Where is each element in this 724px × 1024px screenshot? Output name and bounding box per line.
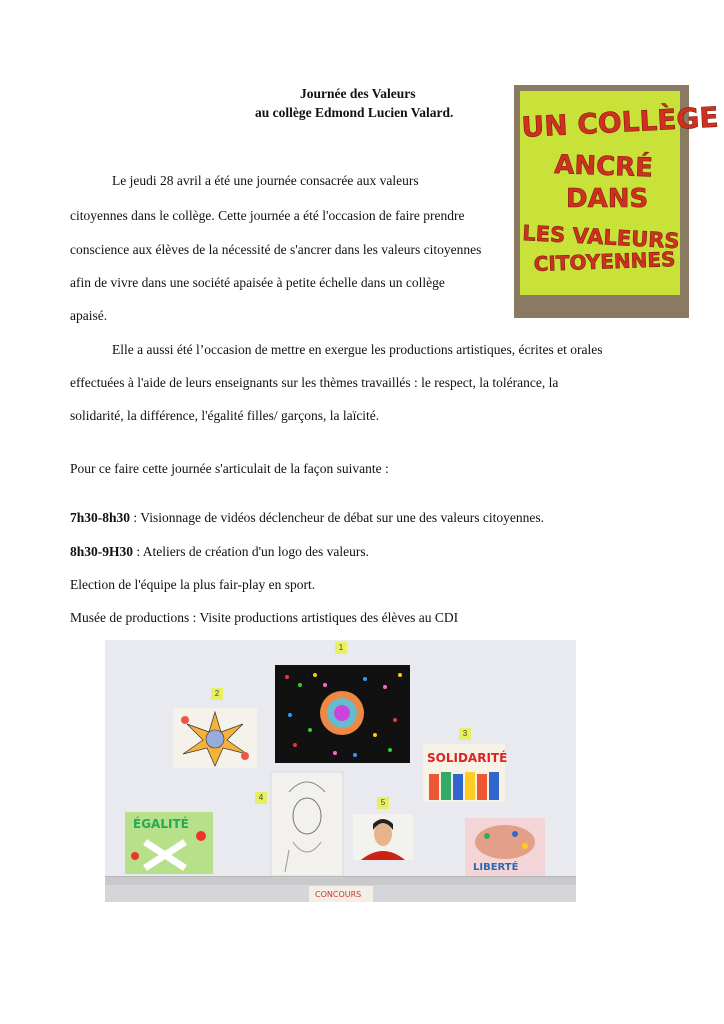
artwork-concours-sign: [309, 886, 373, 902]
intro-line: Pour ce faire cette journée s'articulait de la façon suivante :: [70, 461, 389, 476]
schedule-text-1: : Visionnage de vidéos déclencheur de débat sur une des valeurs citoyennes.: [130, 510, 544, 525]
schedule-item-1: [70, 510, 544, 526]
schedule-time-1: 7h30-8h30: [70, 510, 131, 525]
paragraph-1-line-2: citoyennes dans le collège. Cette journée a été l'occasion de faire prendre: [70, 208, 465, 223]
page-title-line2: au collège Edmond Lucien Valard.: [255, 105, 454, 120]
page-title-line1: Journée des Valeurs: [300, 86, 416, 101]
artwork-equality-collage: [275, 665, 410, 763]
paragraph-1-line-1: Le jeudi 28 avril a été une journée consacrée aux valeurs: [112, 173, 419, 188]
poster-text-5: CITOYENNES: [533, 247, 676, 276]
artwork-solidarite-word: SOLIDARITÉ: [427, 751, 508, 765]
tag-3: 3: [459, 728, 471, 740]
artwork-star-drawing: [173, 708, 257, 768]
schedule-text-2: : Ateliers de création d'un logo des valeurs.: [133, 544, 370, 559]
tag-1: 1: [335, 642, 347, 654]
artwork-pencil-sketch: [271, 772, 343, 876]
paragraph-1-line-3: conscience aux élèves de la nécessité de s'ancrer dans les valeurs citoyennes: [70, 242, 482, 257]
paragraph-2-line-2: effectuées à l'aide de leurs enseignants sur les thèmes travaillés : le respect, la tolérance, la: [70, 375, 559, 390]
artwork-egalite-word: ÉGALITÉ: [133, 817, 189, 831]
poster-lettering: [514, 85, 720, 318]
paragraph-1-line-4: afin de vivre dans une société apaisée à petite échelle dans un collège: [70, 275, 445, 290]
poster-text-1: UN COLLÈGE: [520, 100, 720, 144]
tag-2: 2: [211, 688, 223, 700]
artwork-portrait: [353, 814, 413, 860]
poster-text-4: LES VALEURS: [521, 221, 681, 254]
extra-line-1: Election de l'équipe la plus fair-play en sport.: [70, 577, 316, 592]
artwork-wall-photo: [105, 640, 576, 902]
schedule-item-2: [70, 544, 369, 560]
paragraph-2-line-3: solidarité, la différence, l'égalité filles/ garçons, la laïcité.: [70, 408, 380, 423]
artwork-liberte-word: LIBERTÉ: [473, 862, 519, 873]
artwork-liberte: [465, 818, 545, 876]
paragraph-1-line-5: apaisé.: [70, 308, 108, 323]
paragraph-2-line-1: Elle a aussi été l’occasion de mettre en exergue les productions artistiques, écrites et orales: [112, 342, 603, 357]
poster-text-2: ANCRÉ: [553, 150, 654, 184]
poster-photo: [514, 85, 720, 318]
poster-text-3: DANS: [566, 184, 649, 214]
schedule-time-2: 8h30-9H30: [70, 544, 134, 559]
artwork-concours-word: CONCOURS: [315, 890, 362, 899]
artwork-solidarite: [423, 744, 508, 802]
extra-line-2: Musée de productions : Visite productions artistiques des élèves au CDI: [70, 610, 459, 625]
tag-5: 5: [377, 797, 389, 809]
tag-4: 4: [255, 792, 267, 804]
artwork-egalite: [125, 812, 213, 874]
